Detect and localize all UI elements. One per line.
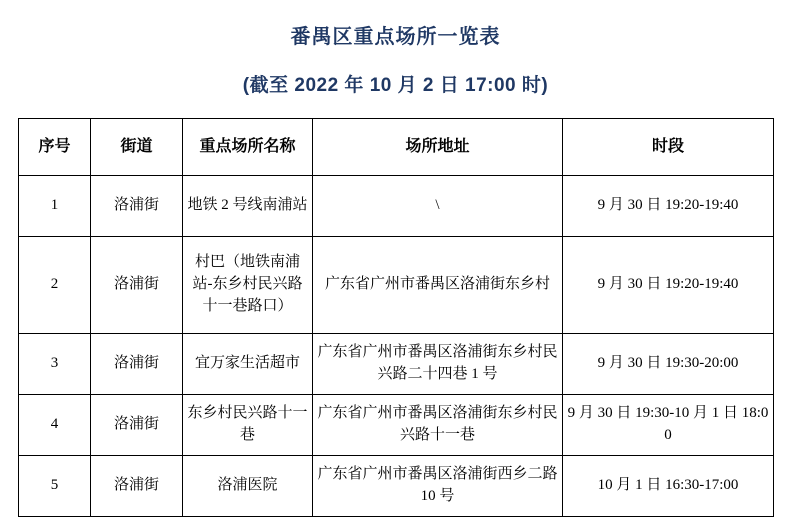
cell-seq: 5	[19, 456, 91, 517]
column-header-address: 场所地址	[313, 119, 563, 176]
column-header-street: 街道	[91, 119, 183, 176]
cell-time: 9 月 30 日 19:20-19:40	[563, 176, 774, 237]
cell-seq: 1	[19, 176, 91, 237]
cell-place: 地铁 2 号线南浦站	[183, 176, 313, 237]
cell-street: 洛浦街	[91, 237, 183, 334]
column-header-seq: 序号	[19, 119, 91, 176]
cell-time: 9 月 30 日 19:30-10 月 1 日 18:00	[563, 395, 774, 456]
table-container	[0, 97, 791, 517]
cell-time: 10 月 1 日 16:30-17:00	[563, 456, 774, 517]
page-title: 番禺区重点场所一览表	[290, 26, 501, 48]
cell-seq: 4	[19, 395, 91, 456]
cell-address: \	[313, 176, 563, 237]
cell-address: 广东省广州市番禺区洛浦街西乡二路 10 号	[313, 456, 563, 517]
cell-place: 村巴（地铁南浦站-东乡村民兴路十一巷路口）	[183, 237, 313, 334]
cell-seq: 3	[19, 334, 91, 395]
table-row	[19, 456, 774, 517]
table-row	[19, 176, 774, 237]
cell-place: 宜万家生活超市	[183, 334, 313, 395]
cell-place: 东乡村民兴路十一巷	[183, 395, 313, 456]
column-header-place: 重点场所名称	[183, 119, 313, 176]
table-row	[19, 237, 774, 334]
cell-address: 广东省广州市番禺区洛浦街东乡村	[313, 237, 563, 334]
cell-time: 9 月 30 日 19:20-19:40	[563, 237, 774, 334]
cell-street: 洛浦街	[91, 395, 183, 456]
cell-seq: 2	[19, 237, 91, 334]
cell-place: 洛浦医院	[183, 456, 313, 517]
cell-street: 洛浦街	[91, 176, 183, 237]
cell-address: 广东省广州市番禺区洛浦街东乡村民兴路十一巷	[313, 395, 563, 456]
cell-street: 洛浦街	[91, 334, 183, 395]
table-row	[19, 334, 774, 395]
cell-time: 9 月 30 日 19:30-20:00	[563, 334, 774, 395]
table-header-row	[19, 119, 774, 176]
table-row	[19, 395, 774, 456]
key-locations-table	[18, 118, 774, 517]
cell-address: 广东省广州市番禺区洛浦街东乡村民兴路二十四巷 1 号	[313, 334, 563, 395]
column-header-time: 时段	[563, 119, 774, 176]
cell-street: 洛浦街	[91, 456, 183, 517]
page-subtitle: (截至 2022 年 10 月 2 日 17:00 时)	[242, 75, 549, 96]
